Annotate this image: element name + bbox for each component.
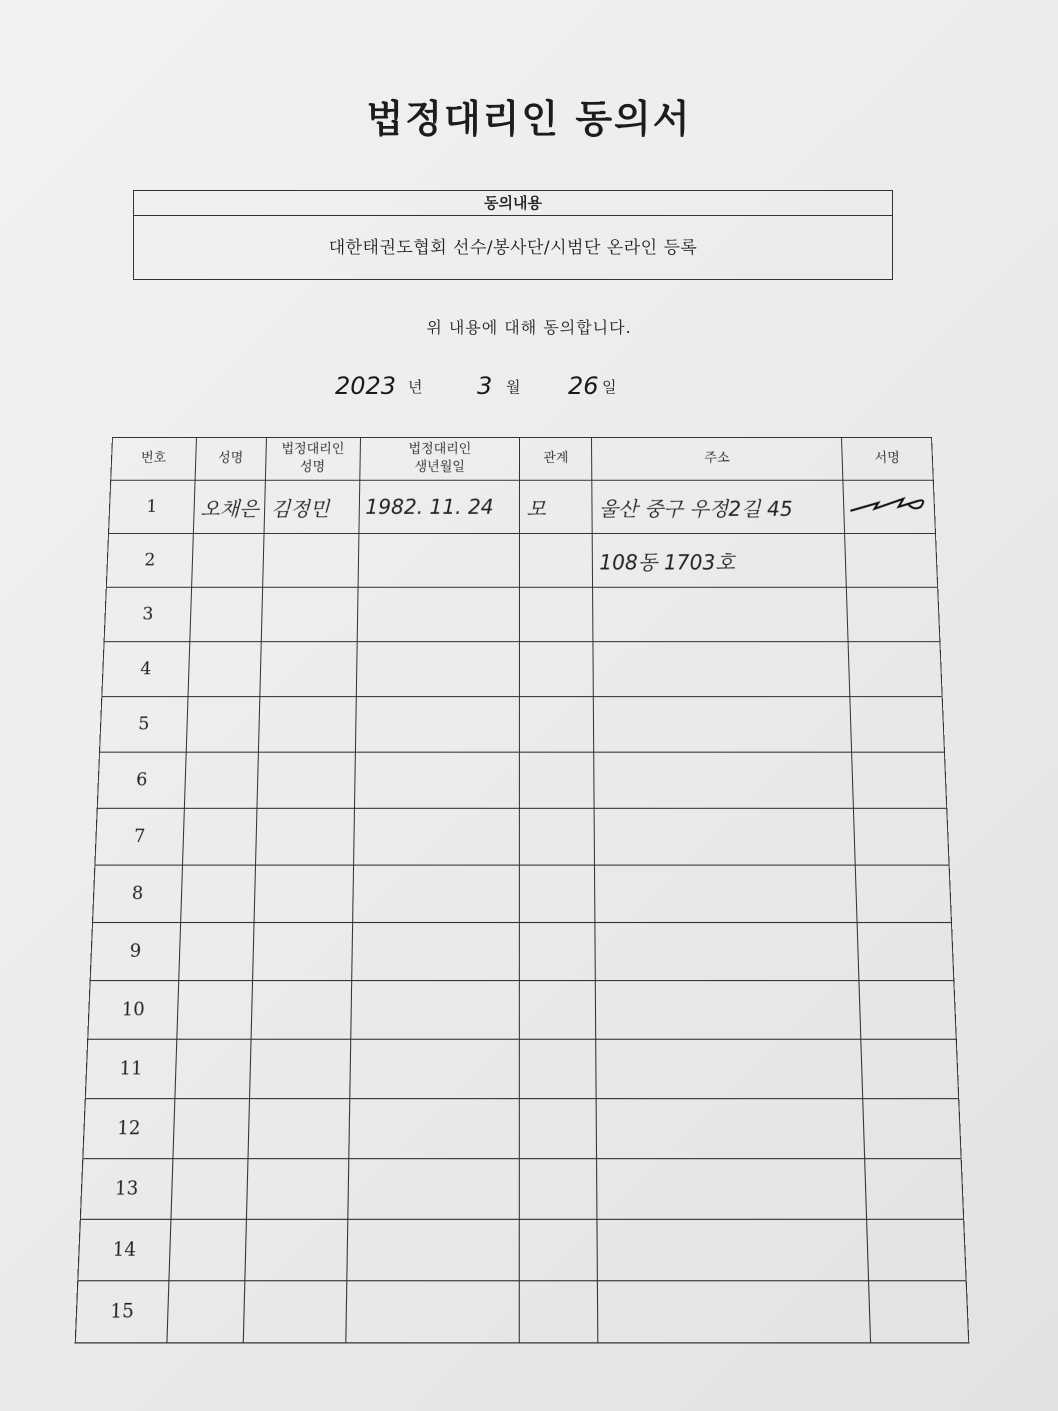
cell-number: 15 [75, 1281, 168, 1343]
cell-name [171, 1159, 248, 1220]
cell-relation [520, 923, 596, 981]
cell-signature [867, 1219, 967, 1280]
cell-signature [852, 752, 947, 808]
cell-signature [861, 1039, 959, 1098]
header-address: 주소 [592, 437, 843, 480]
cell-signature [863, 1099, 961, 1159]
cell-relation [520, 533, 593, 587]
cell-address [594, 697, 852, 753]
cell-signature [865, 1159, 964, 1220]
table-row [106, 533, 937, 587]
date-year: 2023 [335, 372, 397, 400]
cell-guardian-name [246, 1159, 348, 1220]
cell-address [596, 1039, 863, 1098]
cell-address [595, 923, 859, 981]
cell-signature [848, 642, 942, 697]
cell-relation [520, 1159, 597, 1220]
cell-relation [520, 642, 594, 697]
table-row [95, 808, 949, 865]
date-month: 3 [477, 372, 493, 400]
cell-signature [857, 923, 954, 981]
cell-address [593, 587, 848, 641]
cell-number: 14 [78, 1219, 171, 1280]
cell-guardian-name [251, 981, 351, 1040]
cell-relation [520, 1281, 598, 1343]
table-row [75, 1281, 968, 1343]
cell-guardian-name: 김정민 [264, 480, 360, 533]
cell-guardian-name [243, 1281, 346, 1343]
cell-guardian-birth [354, 752, 520, 808]
table-body [75, 480, 968, 1343]
cell-signature [859, 981, 956, 1040]
roster-table [75, 437, 970, 1343]
cell-number: 13 [80, 1159, 172, 1220]
table-row [109, 480, 936, 533]
cell-number: 12 [83, 1099, 175, 1159]
cell-name [175, 1039, 251, 1098]
signature-scribble [848, 495, 929, 515]
date-day: 26 [568, 372, 599, 400]
table-row [97, 752, 947, 808]
cell-name [190, 587, 263, 641]
table-row [80, 1159, 963, 1220]
table-row [85, 1039, 958, 1098]
cell-relation [520, 865, 595, 922]
cell-relation [520, 1219, 598, 1280]
cell-guardian-name [249, 1039, 350, 1098]
date-year-label: 년 [408, 378, 423, 396]
cell-name [180, 865, 255, 922]
consent-body: 대한태권도협회 선수/봉사단/시범단 온라인 등록 [328, 238, 698, 258]
cell-signature [846, 587, 940, 641]
cell-guardian-birth [353, 808, 520, 865]
cell-name [184, 752, 258, 808]
document-title: 법정대리인 동의서 [366, 97, 692, 141]
cell-relation [520, 752, 594, 808]
cell-guardian-birth [355, 697, 520, 753]
cell-signature [845, 533, 938, 587]
header-number: 번호 [111, 437, 196, 480]
cell-number: 10 [88, 981, 179, 1040]
cell-number: 3 [104, 587, 191, 641]
cell-address [596, 981, 861, 1040]
cell-name [178, 923, 253, 981]
cell-signature [869, 1281, 969, 1343]
cell-guardian-birth [346, 1219, 519, 1280]
cell-relation [520, 697, 594, 753]
cell-number: 6 [97, 752, 186, 808]
cell-relation [520, 981, 596, 1040]
cell-guardian-birth: 1982. 11. 24 [358, 480, 519, 533]
cell-address [595, 865, 857, 922]
cell-number: 8 [93, 865, 183, 922]
cell-guardian-name [257, 752, 355, 808]
cell-address [594, 752, 853, 808]
cell-signature [855, 865, 951, 922]
cell-address [598, 1281, 871, 1343]
cell-address [594, 808, 855, 865]
cell-number: 1 [109, 480, 195, 533]
table-header-row [111, 437, 934, 480]
cell-name [186, 697, 260, 753]
cell-name [182, 808, 256, 865]
cell-guardian-name [260, 642, 357, 697]
cell-number: 2 [106, 533, 193, 587]
header-signature: 서명 [842, 437, 934, 480]
cell-guardian-name [254, 865, 353, 922]
cell-guardian-name [255, 808, 354, 865]
cell-address: 108동 1703호 [592, 533, 846, 587]
table-row [102, 642, 942, 697]
cell-guardian-name [262, 533, 358, 587]
cell-name [167, 1281, 245, 1343]
agreement-statement: 위 내용에 대해 동의합니다. [426, 318, 632, 337]
cell-guardian-birth [347, 1159, 519, 1220]
cell-name [169, 1219, 246, 1280]
cell-name [173, 1099, 250, 1159]
cell-guardian-name [258, 697, 356, 753]
cell-number: 7 [95, 808, 184, 865]
cell-number: 5 [100, 697, 188, 753]
cell-address [597, 1219, 868, 1280]
header-relation: 관계 [520, 437, 592, 480]
cell-number: 4 [102, 642, 190, 697]
cell-relation [520, 808, 595, 865]
cell-guardian-name [252, 923, 352, 981]
cell-guardian-birth [351, 923, 520, 981]
cell-address [596, 1099, 864, 1159]
cell-name [191, 533, 263, 587]
cell-address: 울산 중구 우정2길 45 [592, 480, 845, 533]
cell-guardian-name [245, 1219, 348, 1280]
cell-guardian-birth [357, 587, 520, 641]
header-name: 성명 [195, 437, 266, 480]
cell-signature [853, 808, 949, 865]
cell-address [597, 1159, 867, 1220]
table-row [104, 587, 940, 641]
cell-relation [520, 1039, 597, 1098]
cell-signature [850, 697, 945, 753]
cell-guardian-birth [345, 1281, 519, 1343]
cell-relation [520, 1099, 597, 1159]
consent-header: 동의내용 [134, 191, 892, 216]
header-guardian-birth: 법정대리인 생년월일 [359, 437, 520, 480]
cell-guardian-birth [352, 865, 520, 922]
cell-guardian-birth [349, 1039, 520, 1098]
header-guardian-name: 법정대리인 성명 [265, 437, 360, 480]
table-row [93, 865, 952, 922]
table-row [100, 697, 945, 753]
cell-relation: 모 [520, 480, 592, 533]
date-day-label: 일 [602, 378, 617, 396]
table-row [78, 1219, 966, 1280]
cell-address [593, 642, 850, 697]
cell-name: 오채은 [193, 480, 265, 533]
cell-number: 9 [90, 923, 180, 981]
table-row [88, 981, 957, 1040]
cell-name [188, 642, 261, 697]
table-row [83, 1099, 961, 1159]
cell-guardian-birth [356, 642, 520, 697]
cell-signature [843, 480, 936, 533]
consent-box [133, 190, 893, 280]
table-row [90, 923, 954, 981]
cell-guardian-name [261, 587, 358, 641]
date-month-label: 월 [506, 378, 521, 396]
cell-guardian-name [248, 1099, 350, 1159]
date-row [0, 368, 1058, 408]
cell-guardian-birth [358, 533, 520, 587]
cell-guardian-birth [350, 981, 520, 1040]
cell-number: 11 [85, 1039, 176, 1098]
cell-name [177, 981, 253, 1040]
cell-guardian-birth [348, 1099, 519, 1159]
cell-relation [520, 587, 593, 641]
